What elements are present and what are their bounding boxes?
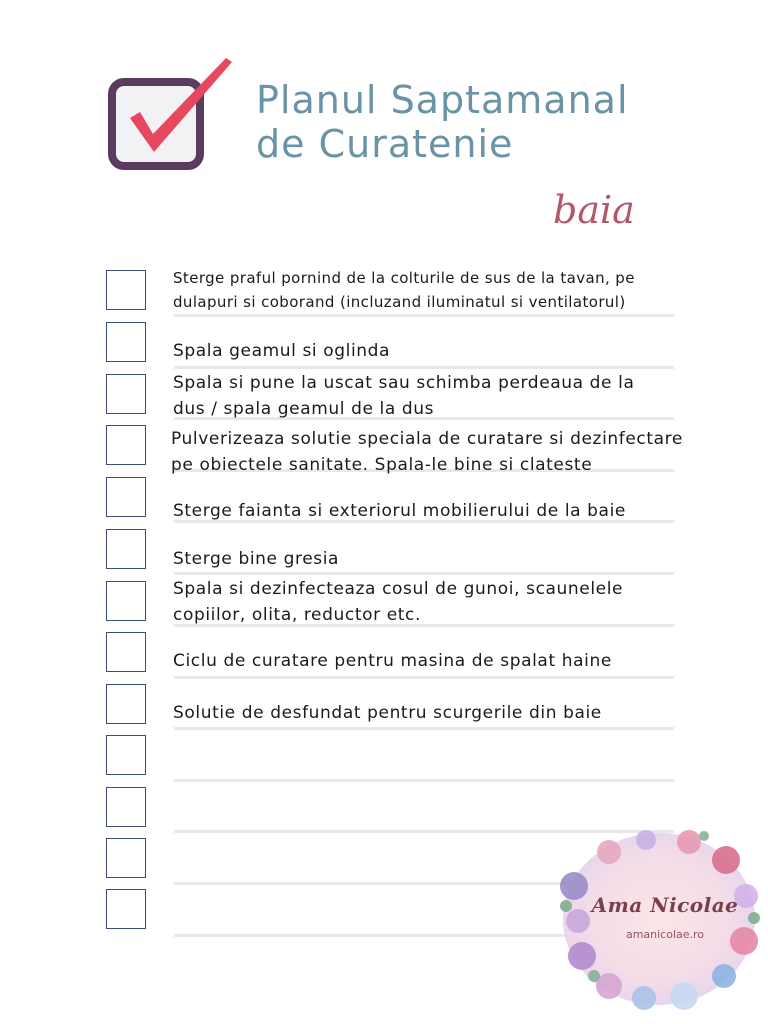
task-text <box>171 426 731 478</box>
room-subtitle: baia <box>553 188 635 232</box>
task-rule-line <box>174 727 674 730</box>
task-text <box>173 266 733 314</box>
task-rule-line <box>174 676 674 679</box>
task-text-line-2: copiilor, olita, reductor etc. <box>173 605 421 625</box>
task-checkbox[interactable] <box>106 581 146 621</box>
task-checkbox[interactable] <box>106 322 146 362</box>
task-text <box>173 700 733 726</box>
task-text-line-1: Sterge bine gresia <box>173 549 340 569</box>
task-rule-line <box>174 779 674 782</box>
task-text-line-1: Pulverizeaza solutie speciala de curatare si dezinfectare <box>171 429 683 449</box>
task-checkbox[interactable] <box>106 425 146 465</box>
brand-url: amanicolae.ro <box>625 928 705 941</box>
task-text-line-2: dus / spala geamul de la dus <box>173 399 435 419</box>
task-checkbox[interactable] <box>106 270 146 310</box>
task-text <box>173 370 733 422</box>
task-rule-line <box>174 314 674 317</box>
task-checkbox[interactable] <box>106 529 146 569</box>
task-text <box>173 498 733 524</box>
task-text <box>173 648 733 674</box>
task-text-line-1: Sterge praful pornind de la colturile de sus de la tavan, pe <box>173 269 635 287</box>
task-text <box>173 338 733 364</box>
title-line-2: de Curatenie <box>256 122 514 166</box>
floral-wreath-icon <box>554 826 764 1012</box>
task-checkbox[interactable] <box>106 735 146 775</box>
task-text-line-1: Ciclu de curatare pentru masina de spalat haine <box>173 651 612 671</box>
brand-name: Ama Nicolae <box>591 893 739 917</box>
task-rule-line <box>174 366 674 369</box>
task-text <box>173 546 733 572</box>
title-line-1: Planul Saptamanal <box>256 78 629 122</box>
task-text-line-1: Sterge faianta si exteriorul mobilierului de la baie <box>173 501 626 521</box>
task-text-line-1: Solutie de desfundat pentru scurgerile din baie <box>173 703 602 723</box>
task-checkbox[interactable] <box>106 838 146 878</box>
task-checkbox[interactable] <box>106 374 146 414</box>
task-text-line-1: Spala geamul si oglinda <box>173 341 391 361</box>
task-text <box>173 576 733 628</box>
task-checkbox[interactable] <box>106 889 146 929</box>
task-text-line-2: dulapuri si coborand (incluzand iluminatul si ventilatorul) <box>173 293 626 311</box>
task-text-line-2: pe obiectele sanitate. Spala-le bine si clateste <box>171 455 593 475</box>
task-rule-line <box>174 572 674 575</box>
task-text-line-1: Spala si dezinfecteaza cosul de gunoi, scaunelele <box>173 579 624 599</box>
task-checkbox[interactable] <box>106 787 146 827</box>
task-checkbox[interactable] <box>106 632 146 672</box>
task-checkbox[interactable] <box>106 477 146 517</box>
task-checkbox[interactable] <box>106 684 146 724</box>
task-text-line-1: Spala si pune la uscat sau schimba perdeaua de la <box>173 373 635 393</box>
